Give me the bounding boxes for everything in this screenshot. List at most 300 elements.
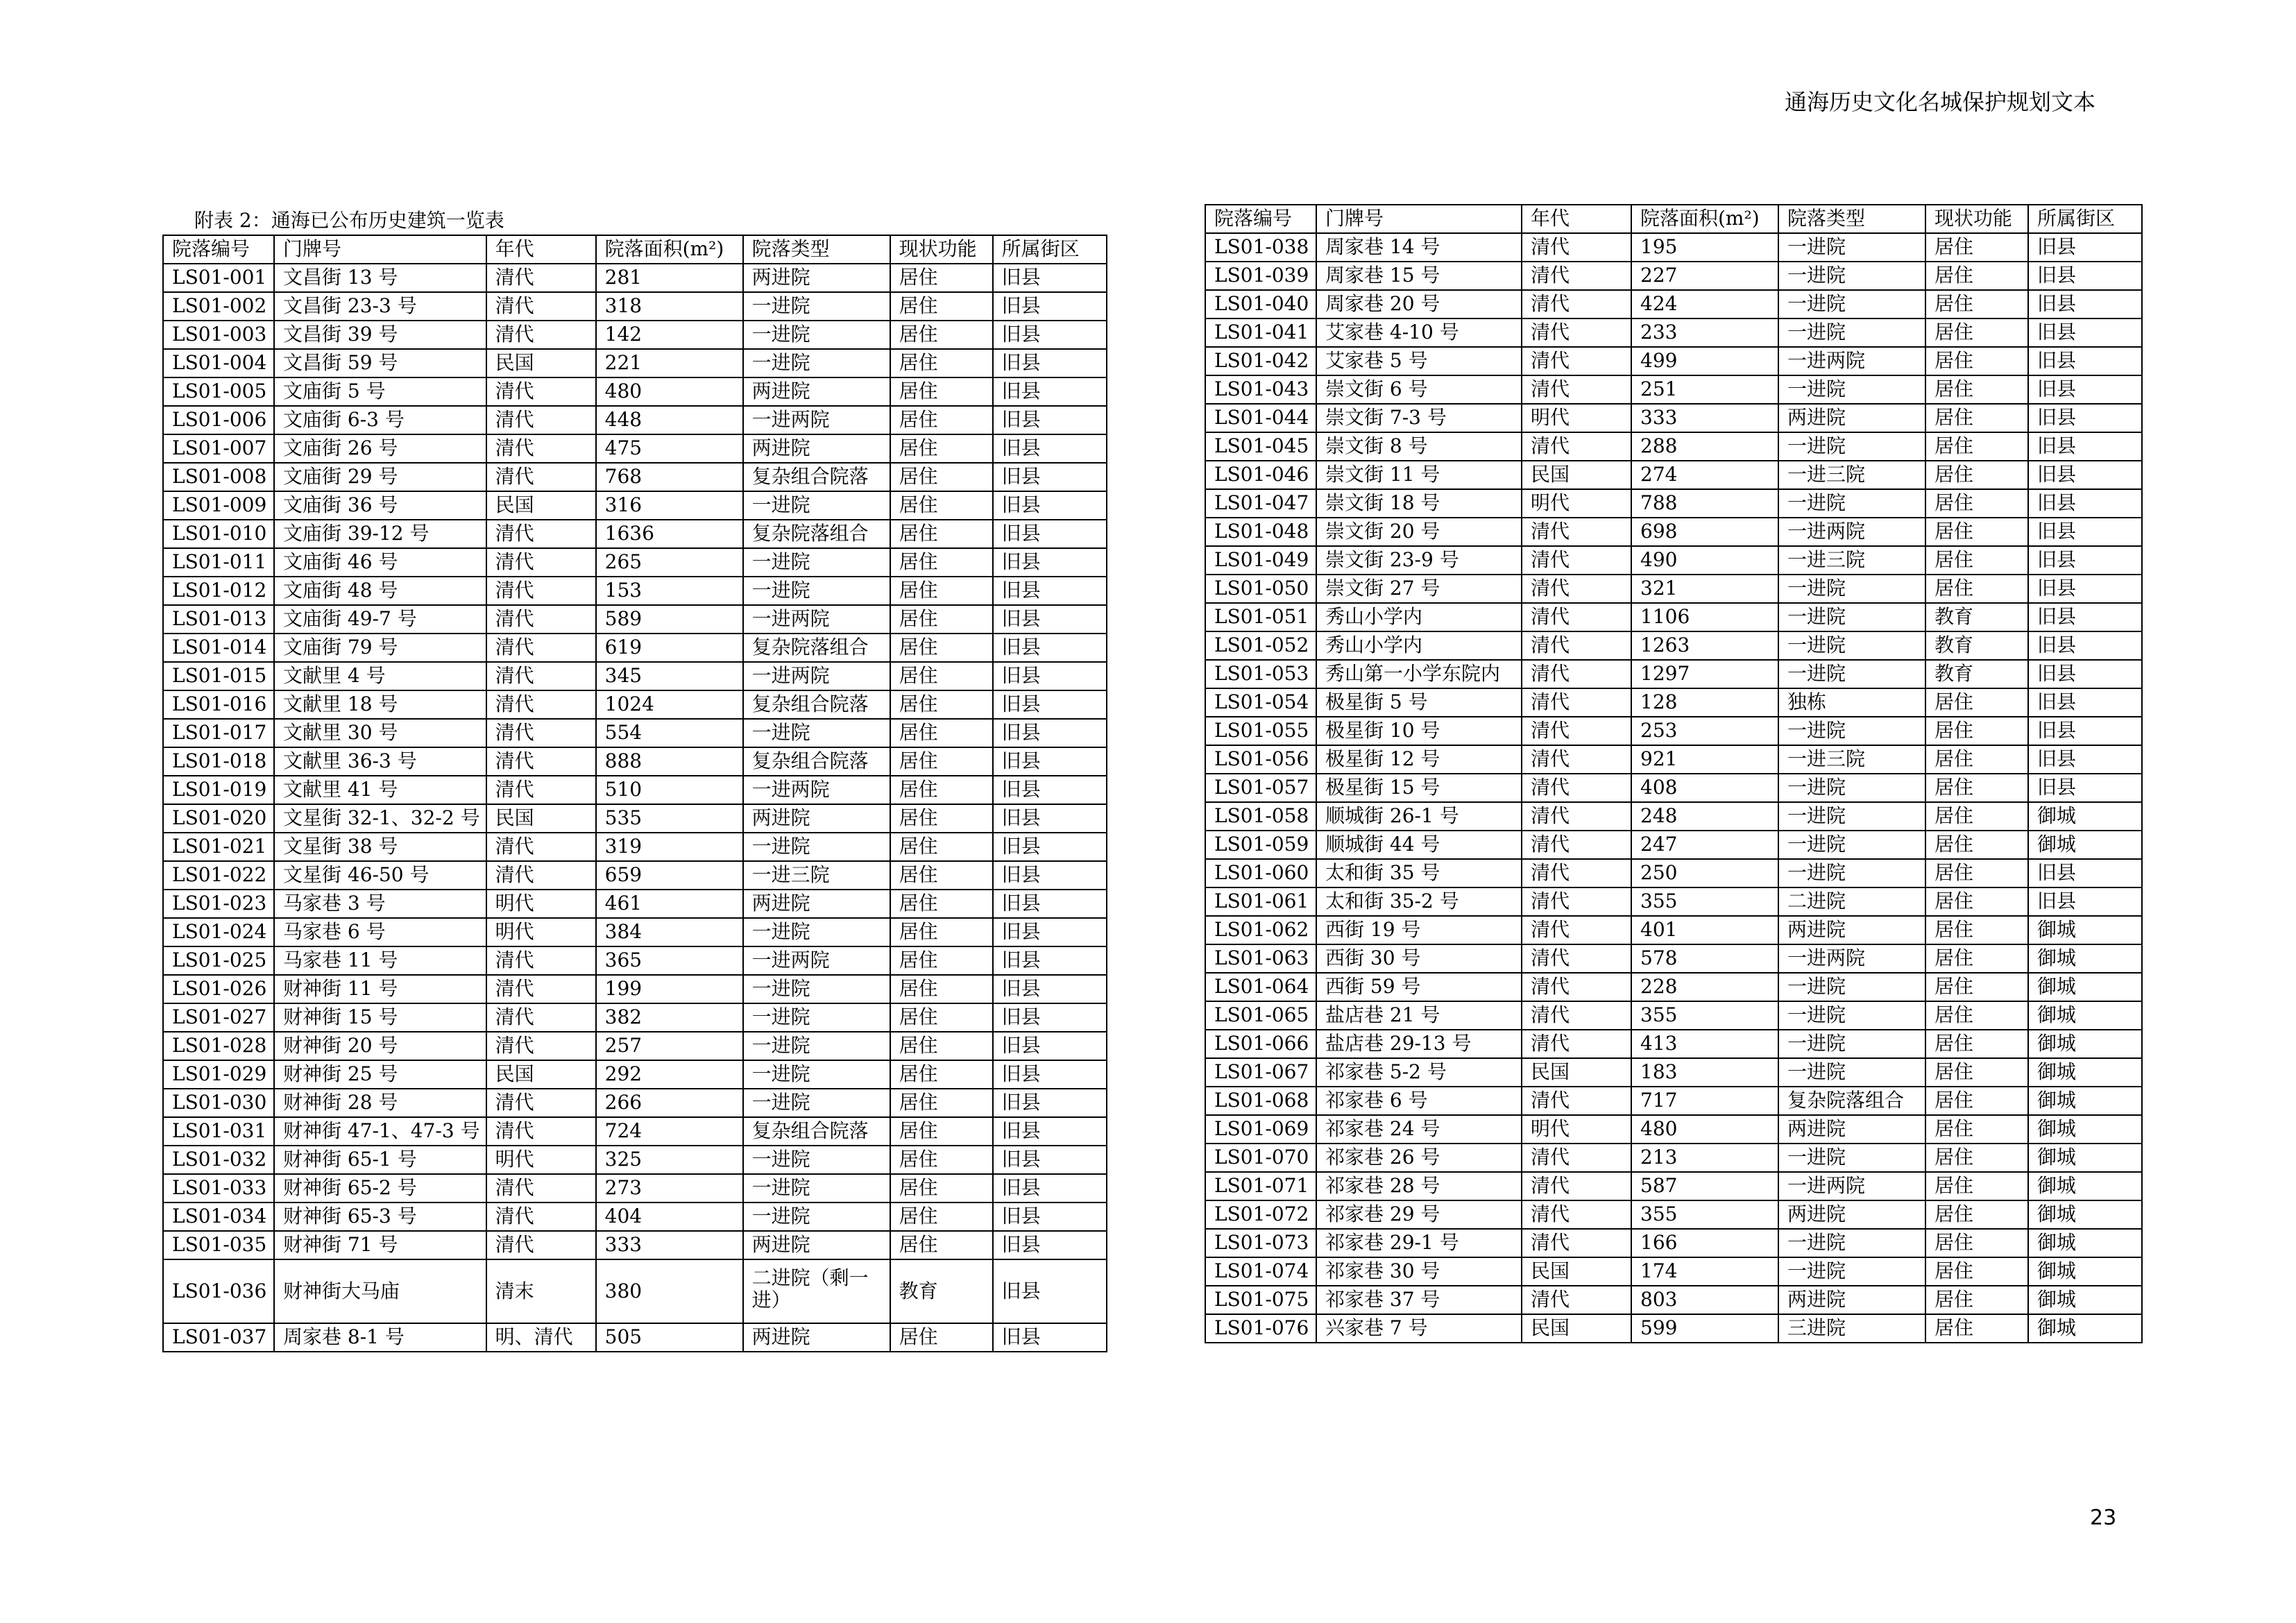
table-cell: 旧县 [2028, 318, 2142, 347]
table-cell: 旧县 [993, 491, 1107, 520]
table-cell: 一进院 [1778, 1229, 1925, 1257]
table-cell: 两进院 [1778, 1286, 1925, 1314]
column-header: 年代 [1522, 205, 1631, 233]
table-cell: 717 [1631, 1087, 1778, 1115]
table-cell: 明代 [1522, 489, 1631, 518]
table-cell: 清代 [486, 634, 596, 662]
table-cell: 旧县 [993, 975, 1107, 1003]
table-cell: 旧县 [993, 776, 1107, 804]
table-cell: 213 [1631, 1144, 1778, 1172]
table-cell: 居住 [1925, 1286, 2028, 1314]
table-body-right [1205, 233, 2142, 1343]
table-cell: LS01-008 [163, 463, 274, 491]
table-cell: 居住 [890, 548, 993, 577]
table-cell: 祁家巷 30 号 [1316, 1257, 1522, 1286]
table-cell: 清代 [1522, 916, 1631, 944]
table-cell: 一进院 [743, 833, 890, 861]
table-cell: 一进院 [1778, 290, 1925, 318]
table-cell: 旧县 [2028, 887, 2142, 916]
table-cell: 587 [1631, 1172, 1778, 1200]
table-cell: 艾家巷 5 号 [1316, 347, 1522, 375]
table-row [1205, 575, 2142, 603]
table-cell: 居住 [1925, 1144, 2028, 1172]
table-caption: 附表 2：通海已公布历史建筑一览表 [194, 209, 504, 232]
table-cell: 崇文街 20 号 [1316, 518, 1522, 546]
table-cell: 旧县 [993, 377, 1107, 406]
table-cell: 一进院 [1778, 489, 1925, 518]
table-cell: LS01-067 [1205, 1058, 1316, 1087]
table-cell: 旧县 [993, 890, 1107, 918]
table-cell: 490 [1631, 546, 1778, 575]
table-row [1205, 404, 2142, 432]
table-cell: 居住 [1925, 745, 2028, 774]
table-cell: 128 [1631, 688, 1778, 717]
table-cell: 清代 [486, 946, 596, 975]
table-cell: 财神街大马庙 [274, 1259, 486, 1323]
table-cell: LS01-004 [163, 349, 274, 377]
table-cell: 一进院 [1778, 603, 1925, 631]
table-cell: LS01-070 [1205, 1144, 1316, 1172]
table-cell: 教育 [1925, 631, 2028, 660]
table-cell: 祁家巷 24 号 [1316, 1115, 1522, 1144]
table-cell: 财神街 65-1 号 [274, 1146, 486, 1174]
table-row [163, 804, 1107, 833]
table-cell: 旧县 [993, 1003, 1107, 1032]
table-cell: 921 [1631, 745, 1778, 774]
table-cell: 居住 [1925, 1087, 2028, 1115]
table-header-row [1205, 205, 2142, 233]
table-cell: 清代 [1522, 233, 1631, 262]
table-cell: 文庙街 29 号 [274, 463, 486, 491]
table-cell: 旧县 [993, 264, 1107, 292]
table-cell: 财神街 71 号 [274, 1231, 486, 1259]
table-row [1205, 375, 2142, 404]
table-cell: 旧县 [993, 548, 1107, 577]
table-cell: LS01-053 [1205, 660, 1316, 688]
table-cell: 旧县 [993, 1174, 1107, 1203]
table-cell: 旧县 [2028, 603, 2142, 631]
table-cell: 御城 [2028, 1200, 2142, 1229]
table-cell: 清代 [1522, 1001, 1631, 1030]
table-cell: 居住 [890, 1060, 993, 1089]
table-cell: 居住 [1925, 290, 2028, 318]
table-cell: 居住 [890, 406, 993, 434]
table-cell: 居住 [1925, 774, 2028, 802]
table-cell: 御城 [2028, 1115, 2142, 1144]
table-cell: 清代 [1522, 1172, 1631, 1200]
table-cell: 旧县 [2028, 546, 2142, 575]
table-cell: 一进院 [743, 1174, 890, 1203]
table-cell: 旧县 [2028, 688, 2142, 717]
table-cell: 一进院 [1778, 262, 1925, 290]
table-cell: LS01-030 [163, 1089, 274, 1117]
column-header: 院落类型 [1778, 205, 1925, 233]
table-cell: 一进院 [1778, 802, 1925, 831]
table-cell: 578 [1631, 944, 1778, 973]
table-cell: 589 [596, 605, 743, 634]
table-cell: 居住 [890, 861, 993, 890]
table-cell: 西街 19 号 [1316, 916, 1522, 944]
table-cell: 祁家巷 28 号 [1316, 1172, 1522, 1200]
table-cell: 文星街 46-50 号 [274, 861, 486, 890]
table-row [163, 690, 1107, 719]
table-row [163, 292, 1107, 321]
table-cell: 旧县 [993, 1203, 1107, 1231]
table-row [1205, 660, 2142, 688]
table-cell: 兴家巷 7 号 [1316, 1314, 1522, 1343]
table-cell: LS01-056 [1205, 745, 1316, 774]
table-cell: LS01-012 [163, 577, 274, 605]
table-cell: 旧县 [993, 719, 1107, 747]
table-row [163, 434, 1107, 463]
table-cell: 旧县 [993, 605, 1107, 634]
table-cell: 文星街 38 号 [274, 833, 486, 861]
table-row [163, 463, 1107, 491]
table-cell: LS01-069 [1205, 1115, 1316, 1144]
table-cell: 195 [1631, 233, 1778, 262]
table-cell: 文献里 30 号 [274, 719, 486, 747]
table-cell: 一进两院 [1778, 518, 1925, 546]
table-row [163, 349, 1107, 377]
table-cell: 居住 [1925, 916, 2028, 944]
table-cell: 清代 [1522, 1144, 1631, 1172]
table-row [163, 833, 1107, 861]
table-cell: 480 [596, 377, 743, 406]
table-row [163, 1117, 1107, 1146]
table-row [1205, 518, 2142, 546]
table-cell: 499 [1631, 347, 1778, 375]
table-cell: 旧县 [2028, 717, 2142, 745]
table-cell: 居住 [890, 349, 993, 377]
table-cell: 秀山小学内 [1316, 631, 1522, 660]
table-cell: 文庙街 6-3 号 [274, 406, 486, 434]
table-cell: 1297 [1631, 660, 1778, 688]
table-cell: 清代 [1522, 1200, 1631, 1229]
table-cell: 一进院 [1778, 575, 1925, 603]
table-cell: 345 [596, 662, 743, 690]
table-cell: 380 [596, 1259, 743, 1323]
table-cell: 一进院 [1778, 375, 1925, 404]
table-row [1205, 1144, 2142, 1172]
table-cell: 265 [596, 548, 743, 577]
table-cell: 居住 [890, 1323, 993, 1352]
table-cell: 居住 [890, 634, 993, 662]
table-cell: 清代 [486, 662, 596, 690]
table-cell: LS01-033 [163, 1174, 274, 1203]
column-header: 现状功能 [890, 235, 993, 264]
table-cell: 明代 [486, 890, 596, 918]
table-row [163, 1231, 1107, 1259]
table-cell: 文星街 32-1、32-2 号 [274, 804, 486, 833]
table-cell: 极星街 12 号 [1316, 745, 1522, 774]
table-row [163, 747, 1107, 776]
table-cell: 清代 [1522, 887, 1631, 916]
table-header-row [163, 235, 1107, 264]
table-row [163, 1060, 1107, 1089]
table-cell: 旧县 [2028, 575, 2142, 603]
column-header: 所属街区 [993, 235, 1107, 264]
table-cell: 居住 [1925, 802, 2028, 831]
table-cell: 321 [1631, 575, 1778, 603]
table-cell: 一进院 [1778, 774, 1925, 802]
table-cell: 一进两院 [743, 605, 890, 634]
table-cell: 两进院 [1778, 1200, 1925, 1229]
table-cell: 清代 [1522, 262, 1631, 290]
table-cell: LS01-042 [1205, 347, 1316, 375]
table-row [1205, 233, 2142, 262]
table-cell: 一进院 [1778, 717, 1925, 745]
table-cell: 居住 [890, 292, 993, 321]
table-cell: 居住 [890, 776, 993, 804]
table-cell: 250 [1631, 859, 1778, 887]
table-cell: 财神街 25 号 [274, 1060, 486, 1089]
table-row [1205, 290, 2142, 318]
table-cell: 周家巷 20 号 [1316, 290, 1522, 318]
table-cell: 明代 [1522, 404, 1631, 432]
table-cell: LS01-024 [163, 918, 274, 946]
table-cell: 535 [596, 804, 743, 833]
table-row [163, 634, 1107, 662]
table-cell: 居住 [1925, 461, 2028, 489]
table-cell: 413 [1631, 1030, 1778, 1058]
table-cell: LS01-057 [1205, 774, 1316, 802]
table-cell: LS01-034 [163, 1203, 274, 1231]
table-cell: 清代 [486, 833, 596, 861]
table-cell: 清代 [486, 264, 596, 292]
table-cell: 清代 [486, 321, 596, 349]
table-cell: 清代 [1522, 944, 1631, 973]
table-cell: 355 [1631, 1200, 1778, 1229]
table-cell: LS01-026 [163, 975, 274, 1003]
table-cell: 居住 [1925, 859, 2028, 887]
table-cell: 724 [596, 1117, 743, 1146]
table-row [163, 946, 1107, 975]
table-cell: 一进两院 [1778, 1172, 1925, 1200]
table-cell: 居住 [890, 1003, 993, 1032]
table-row [1205, 489, 2142, 518]
table-cell: 文献里 41 号 [274, 776, 486, 804]
table-cell: 257 [596, 1032, 743, 1060]
table-cell: 复杂组合院落 [743, 463, 890, 491]
table-cell: 御城 [2028, 1030, 2142, 1058]
table-cell: 旧县 [2028, 375, 2142, 404]
table-cell: 一进院 [743, 321, 890, 349]
table-cell: 文庙街 5 号 [274, 377, 486, 406]
table-row [1205, 347, 2142, 375]
table-cell: 居住 [890, 463, 993, 491]
table-cell: 365 [596, 946, 743, 975]
table-cell: 复杂组合院落 [743, 1117, 890, 1146]
table-cell: 旧县 [993, 292, 1107, 321]
table-cell: LS01-036 [163, 1259, 274, 1323]
table-cell: 居住 [890, 1032, 993, 1060]
table-cell: 一进院 [1778, 233, 1925, 262]
table-row [1205, 1314, 2142, 1343]
table-cell: 御城 [2028, 1172, 2142, 1200]
table-cell: 周家巷 14 号 [1316, 233, 1522, 262]
table-cell: 475 [596, 434, 743, 463]
table-cell: 旧县 [2028, 461, 2142, 489]
table-row [1205, 916, 2142, 944]
table-cell: 居住 [890, 975, 993, 1003]
table-cell: 居住 [890, 719, 993, 747]
table-cell: 554 [596, 719, 743, 747]
table-cell: 清代 [486, 1231, 596, 1259]
table-cell: 明代 [1522, 1115, 1631, 1144]
table-cell: 一进两院 [1778, 347, 1925, 375]
table-row [1205, 745, 2142, 774]
table-row [163, 776, 1107, 804]
table-cell: LS01-013 [163, 605, 274, 634]
table-cell: 227 [1631, 262, 1778, 290]
table-cell: 153 [596, 577, 743, 605]
historic-buildings-table-right [1205, 204, 2143, 1343]
table-cell: LS01-027 [163, 1003, 274, 1032]
table-cell: 旧县 [993, 662, 1107, 690]
table-cell: 一进院 [743, 1032, 890, 1060]
table-cell: 253 [1631, 717, 1778, 745]
table-cell: 居住 [1925, 1172, 2028, 1200]
table-cell: LS01-022 [163, 861, 274, 890]
table-row [1205, 1257, 2142, 1286]
table-cell: 404 [596, 1203, 743, 1231]
table-cell: 382 [596, 1003, 743, 1032]
table-cell: 旧县 [2028, 631, 2142, 660]
table-cell: 两进院 [743, 890, 890, 918]
table-cell: LS01-043 [1205, 375, 1316, 404]
table-cell: 清代 [1522, 1229, 1631, 1257]
table-cell: 清代 [486, 1089, 596, 1117]
table-cell: 142 [596, 321, 743, 349]
table-cell: 448 [596, 406, 743, 434]
table-cell: 251 [1631, 375, 1778, 404]
table-cell: 清代 [486, 975, 596, 1003]
table-row [163, 548, 1107, 577]
table-cell: 马家巷 11 号 [274, 946, 486, 975]
table-cell: 居住 [1925, 1001, 2028, 1030]
table-cell: LS01-044 [1205, 404, 1316, 432]
table-cell: LS01-065 [1205, 1001, 1316, 1030]
table-cell: 居住 [1925, 404, 2028, 432]
table-row [1205, 1030, 2142, 1058]
table-cell: 一进院 [1778, 660, 1925, 688]
table-cell: 教育 [1925, 603, 2028, 631]
table-cell: 居住 [1925, 318, 2028, 347]
table-cell: 居住 [1925, 575, 2028, 603]
table-cell: 文庙街 39-12 号 [274, 520, 486, 548]
table-cell: 461 [596, 890, 743, 918]
table-cell: LS01-048 [1205, 518, 1316, 546]
table-cell: 清代 [1522, 859, 1631, 887]
table-cell: 319 [596, 833, 743, 861]
table-cell: 408 [1631, 774, 1778, 802]
table-cell: 旧县 [993, 577, 1107, 605]
table-cell: 一进院 [743, 577, 890, 605]
table-cell: 旧县 [2028, 489, 2142, 518]
table-cell: 居住 [890, 890, 993, 918]
table-cell: 旧县 [993, 804, 1107, 833]
table-cell: LS01-066 [1205, 1030, 1316, 1058]
table-cell: 325 [596, 1146, 743, 1174]
table-cell: 居住 [890, 1203, 993, 1231]
table-cell: 一进院 [743, 918, 890, 946]
table-cell: 居住 [890, 1146, 993, 1174]
table-cell: 居住 [1925, 1257, 2028, 1286]
table-cell: 旧县 [2028, 774, 2142, 802]
table-cell: 居住 [890, 1231, 993, 1259]
table-cell: LS01-068 [1205, 1087, 1316, 1115]
table-cell: 居住 [890, 804, 993, 833]
table-cell: 清代 [1522, 973, 1631, 1001]
table-cell: 民国 [486, 491, 596, 520]
table-row [1205, 1229, 2142, 1257]
table-cell: 一进院 [743, 491, 890, 520]
table-cell: 民国 [1522, 1314, 1631, 1343]
table-row [1205, 603, 2142, 631]
table-cell: 崇文街 8 号 [1316, 432, 1522, 461]
table-cell: 极星街 10 号 [1316, 717, 1522, 745]
table-cell: 一进院 [1778, 432, 1925, 461]
table-cell: 明、清代 [486, 1323, 596, 1352]
table-cell: 居住 [1925, 546, 2028, 575]
table-row [163, 264, 1107, 292]
table-cell: 居住 [1925, 1314, 2028, 1343]
table-cell: LS01-032 [163, 1146, 274, 1174]
table-cell: 文庙街 46 号 [274, 548, 486, 577]
table-row [163, 605, 1107, 634]
table-cell: 一进院 [743, 292, 890, 321]
table-cell: 崇文街 18 号 [1316, 489, 1522, 518]
table-cell: 居住 [1925, 1058, 2028, 1087]
table-cell: 两进院 [743, 1323, 890, 1352]
table-cell: 崇文街 27 号 [1316, 575, 1522, 603]
table-cell: LS01-071 [1205, 1172, 1316, 1200]
table-cell: 旧县 [993, 1231, 1107, 1259]
table-row [163, 1203, 1107, 1231]
table-cell: 248 [1631, 802, 1778, 831]
table-row [163, 890, 1107, 918]
table-cell: 居住 [1925, 1200, 2028, 1229]
table-cell: LS01-060 [1205, 859, 1316, 887]
table-cell: 祁家巷 6 号 [1316, 1087, 1522, 1115]
table-cell: 659 [596, 861, 743, 890]
table-cell: 803 [1631, 1286, 1778, 1314]
table-cell: 居住 [1925, 375, 2028, 404]
table-cell: 御城 [2028, 1144, 2142, 1172]
table-cell: 174 [1631, 1257, 1778, 1286]
table-cell: 居住 [1925, 347, 2028, 375]
column-header: 院落编号 [1205, 205, 1316, 233]
table-cell: 清代 [486, 747, 596, 776]
table-cell: 居住 [890, 605, 993, 634]
table-cell: 旧县 [993, 1117, 1107, 1146]
table-row [1205, 1200, 2142, 1229]
table-cell: 复杂组合院落 [743, 747, 890, 776]
table-cell: 两进院 [1778, 1115, 1925, 1144]
column-header: 年代 [486, 235, 596, 264]
table-cell: 一进院 [743, 975, 890, 1003]
table-cell: 清代 [486, 719, 596, 747]
table-cell: 两进院 [1778, 916, 1925, 944]
table-cell: 424 [1631, 290, 1778, 318]
table-cell: 文昌街 39 号 [274, 321, 486, 349]
table-cell: 清代 [486, 434, 596, 463]
table-cell: 旧县 [993, 520, 1107, 548]
table-cell: 清代 [486, 605, 596, 634]
table-cell: 一进三院 [743, 861, 890, 890]
table-cell: 清代 [486, 377, 596, 406]
table-cell: LS01-035 [163, 1231, 274, 1259]
